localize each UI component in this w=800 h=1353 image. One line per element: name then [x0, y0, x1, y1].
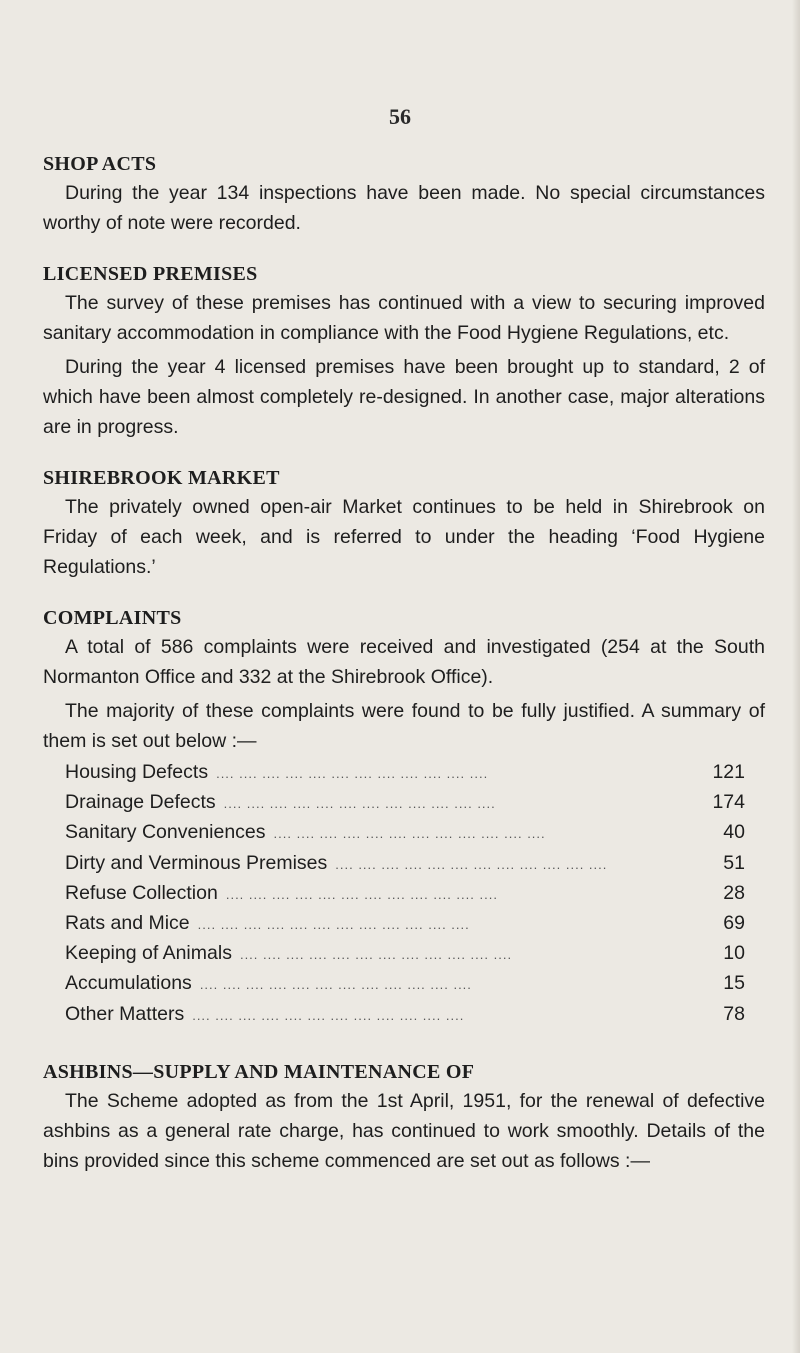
dot-leader: .... .... .... .... .... .... .... .... .... .... .... .... [223, 796, 496, 812]
paragraph: During the year 134 inspections have been made. No special circumstances worthy of note were recorded. [43, 182, 765, 234]
row-label: Drainage Defects [65, 791, 216, 814]
row-label: Dirty and Verminous Premises [65, 851, 328, 874]
complaints-summary-table [65, 758, 745, 1030]
section-heading: SHIREBROOK MARKET [43, 467, 280, 489]
row-value: 40 [723, 821, 745, 844]
dot-leader: .... .... .... .... .... .... .... .... .... .... .... .... [225, 886, 498, 902]
table-row [65, 818, 745, 848]
section-complaints [43, 604, 765, 1030]
row-label: Keeping of Animals [65, 942, 232, 965]
row-value: 15 [723, 972, 745, 995]
row-label: Accumulations [65, 972, 192, 995]
paragraph: The majority of these complaints were found to be fully justified. A summary of them is set out below :— [43, 700, 765, 752]
table-row [65, 879, 745, 909]
row-value: 78 [723, 1002, 745, 1025]
section-ashbins [43, 1058, 765, 1176]
section-heading: SHOP ACTS [43, 153, 157, 175]
table-row [65, 758, 745, 788]
table-row [65, 909, 745, 939]
row-value: 121 [712, 761, 745, 783]
paragraph: The survey of these premises has continued with a view to securing improved sanitary accommodation in compliance with the Food Hygiene Regulations, etc. [43, 292, 765, 344]
page-content [43, 150, 765, 1198]
dot-leader: .... .... .... .... .... .... .... .... .... .... .... .... [273, 826, 546, 842]
dot-leader: .... .... .... .... .... .... .... .... .... .... .... .... [199, 977, 472, 993]
row-label: Housing Defects [65, 761, 209, 783]
section-licensed-premises [43, 260, 765, 442]
paragraph: During the year 4 licensed premises have been brought up to standard, 2 of which have been almost completely re-designed. In another case, major alterations are in progress. [43, 356, 765, 438]
section-heading: LICENSED PREMISES [43, 263, 258, 285]
dot-leader: .... .... .... .... .... .... .... .... .... .... .... .... [335, 856, 608, 872]
page-edge-shadow [792, 0, 800, 1353]
paragraph: A total of 586 complaints were received and investigated (254 at the South Normanton Office and 332 at the Shirebrook Office). [43, 636, 765, 688]
section-heading: COMPLAINTS [43, 607, 182, 629]
paragraph: The privately owned open-air Market continues to be held in Shirebrook on Friday of each week, and is referred to under the heading ‘Food Hygiene Regulations.’ [43, 496, 765, 578]
section-heading: ASHBINS—SUPPLY AND MAINTENANCE OF [43, 1060, 475, 1083]
dot-leader: .... .... .... .... .... .... .... .... .... .... .... .... [239, 947, 513, 963]
table-row [65, 969, 745, 999]
table-row [65, 788, 745, 818]
row-value: 10 [723, 942, 745, 965]
section-shop-acts [43, 150, 765, 238]
table-row [65, 1000, 745, 1030]
row-value: 174 [712, 791, 745, 814]
section-shirebrook-market [43, 464, 765, 582]
row-label: Other Matters [65, 1002, 185, 1025]
paragraph: The Scheme adopted as from the 1st April, 1951, for the renewal of defective ashbins as a general rate charge, has continued to work smoothly. Details of the bins provided since this scheme commenced are set out as follows :— [43, 1089, 765, 1172]
table-row [65, 849, 745, 879]
row-value: 51 [723, 851, 745, 874]
table-row [65, 939, 745, 969]
row-label: Sanitary Conveniences [65, 821, 266, 844]
row-value: 69 [723, 912, 745, 935]
dot-leader: .... .... .... .... .... .... .... .... .... .... .... .... [197, 917, 470, 933]
dot-leader: .... .... .... .... .... .... .... .... .... .... .... .... [216, 766, 489, 781]
row-label: Rats and Mice [65, 912, 190, 935]
page-number: 56 [389, 104, 411, 129]
row-label: Refuse Collection [65, 881, 218, 904]
dot-leader: .... .... .... .... .... .... .... .... .... .... .... .... [192, 1007, 465, 1023]
row-value: 28 [723, 881, 745, 904]
